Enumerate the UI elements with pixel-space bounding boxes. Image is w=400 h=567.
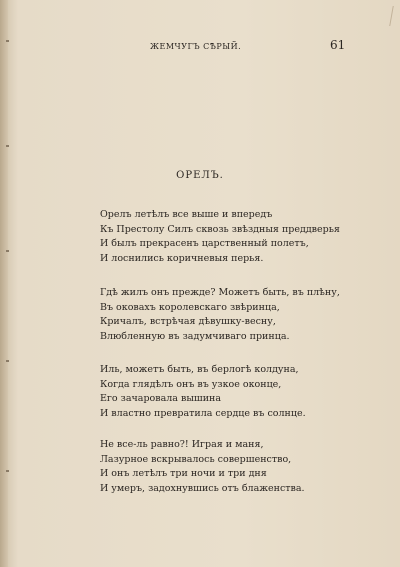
page-header [0,38,400,58]
binding-stitch [6,250,9,252]
poem-line: Когда глядѣлъ онъ въ узкое оконце, [100,378,282,390]
poem-line: И лоснились коричневыя перья. [100,252,264,264]
stanza-1 [100,208,370,266]
stanza-4 [100,438,370,496]
binding-stitch [6,145,9,147]
book-spine [0,0,8,567]
stanza-2 [100,286,370,344]
poem-line: Не все-ль равно?! Играя и маня, [100,439,264,450]
page-corner-wear [375,6,394,26]
poem-line: Влюбленную въ задумчиваго принца. [100,330,290,342]
poem-line: И властно превратила сердце въ солнце. [100,407,306,419]
poem-line: И онъ летѣлъ три ночи и три дня [100,468,267,480]
poem-line: И былъ прекрасенъ царственный полетъ, [100,238,309,250]
page-number: 61 [330,38,346,52]
poem-line: Иль, можетъ быть, въ берлогѣ колдуна, [100,364,299,375]
stanza-3 [100,363,370,421]
poem-line: Къ Престолу Силъ сквозь звѣздныя преддверья [100,223,340,235]
binding-stitch [6,360,9,362]
poem-line: Кричалъ, встрѣчая дѣвушку-весну, [100,316,276,328]
binding-stitch [6,470,9,472]
poem-line: Лазурное вскрывалось совершенство, [100,453,292,465]
poem-line: Орелъ летѣлъ все выше и впередъ [100,209,273,220]
running-head: ЖЕМЧУГЪ СѢРЫЙ. [150,42,242,51]
poem-line: Его зачаровала вышина [100,393,222,405]
poem-line: И умеръ, задохнувшись отъ блаженства. [100,482,305,494]
poem-line: Гдѣ жилъ онъ прежде? Можетъ быть, въ плѣну, [100,287,340,298]
poem-title: ОРЕЛЪ. [176,170,224,181]
poem-line: Въ оковахъ королевскаго звѣринца, [100,301,280,313]
